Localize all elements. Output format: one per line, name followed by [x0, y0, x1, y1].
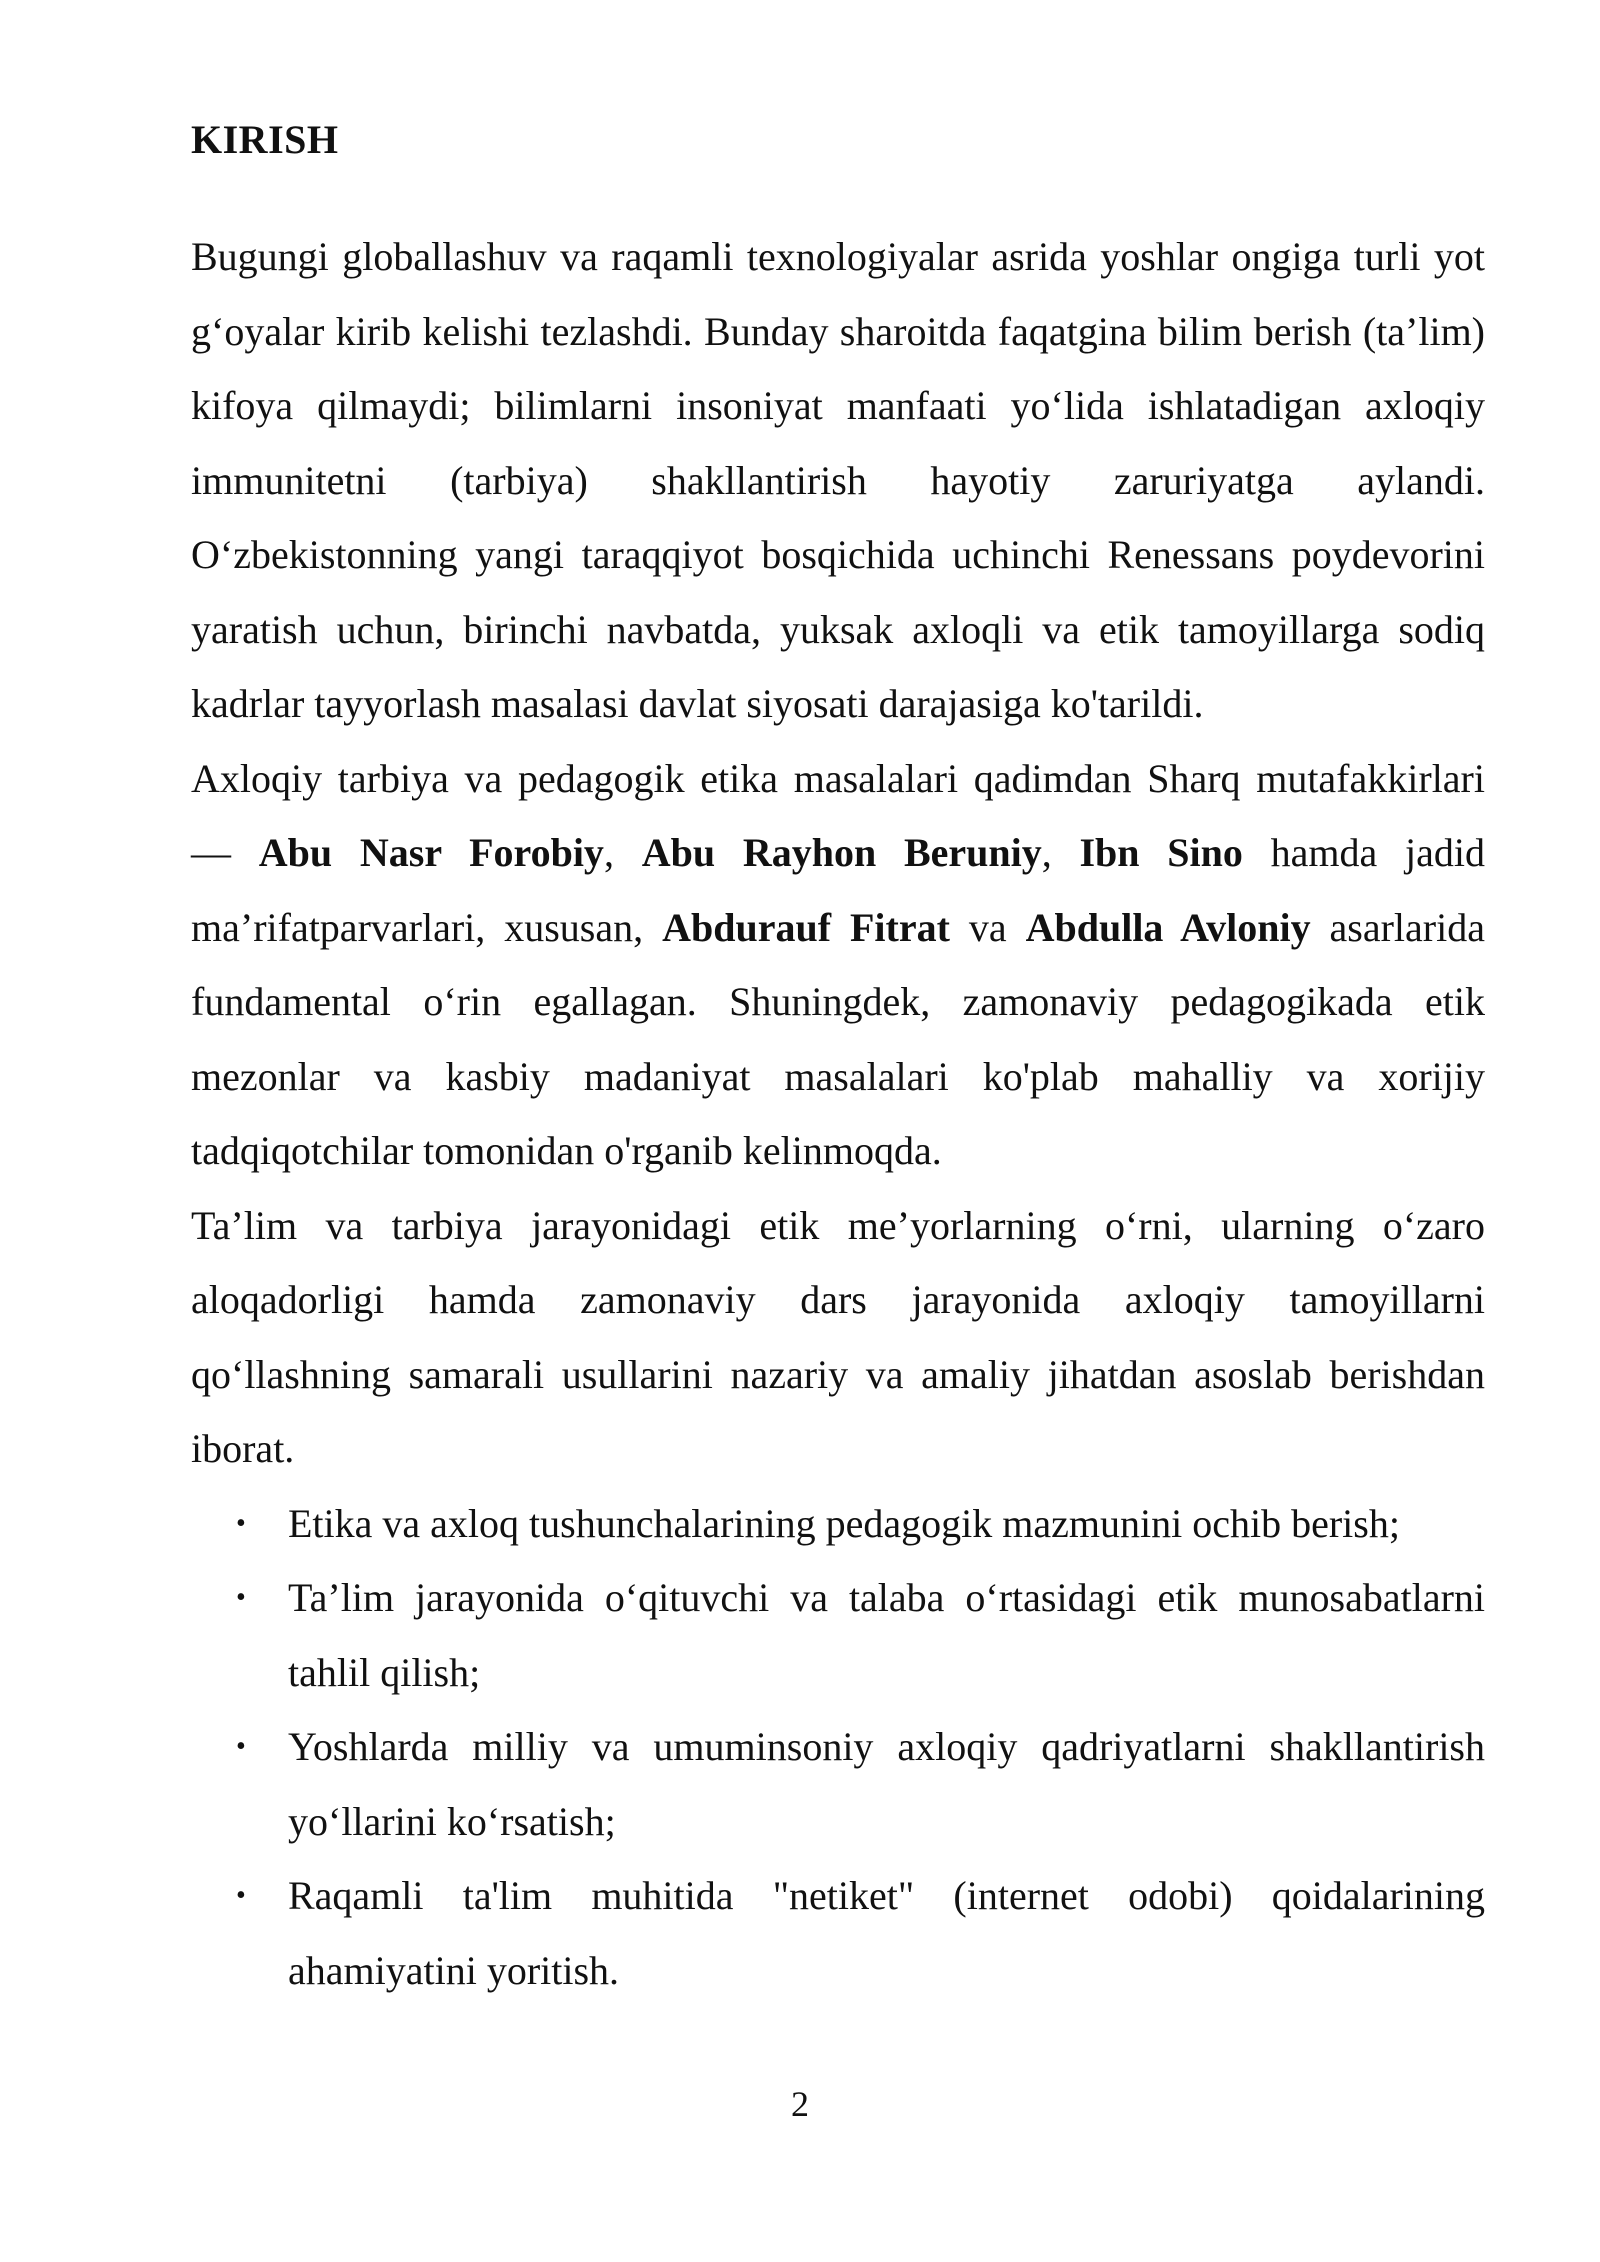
text-segment: hamda jadid ma’rifatparvarlari, xususan,	[191, 830, 1486, 950]
bullet-icon: •	[236, 1880, 246, 1911]
bullet-icon: •	[236, 1507, 246, 1539]
section-heading: KIRISH	[191, 117, 339, 162]
list-item-text: Yoshlarda milliy va umuminsoniy axloqiy qadriyatlarni shakllantirish yo‘llarini ko‘rsatish;	[288, 1724, 1485, 1844]
list-item	[191, 1710, 1485, 1859]
list-item	[191, 1859, 1485, 2008]
bullet-icon: •	[236, 1582, 246, 1613]
text-segment: asarlarida fundamental o‘rin egallagan. Shuningdek, zamonaviy pedagogikada etik mezonlar va kasbiy madaniyat masalalari ko'plab mahalliy va xorijiy tadqiqotchilar tomonidan o'rganib kelinmoqda.	[191, 904, 1485, 1173]
paragraph-thinkers	[191, 742, 1485, 1189]
paragraph-purpose: Ta’lim va tarbiya jarayonidagi etik me’yorlarning o‘rni, ularning o‘zaro aloqadorligi hamda zamonaviy dars jarayonida axloqiy tamoyillarni qo‘llashning samarali usullarini nazariy va amaliy jihatdan asoslab berishdan iborat.	[191, 1202, 1485, 1471]
list-item-text: Ta’lim jarayonida o‘qituvchi va talaba o‘rtasidagi etik munosabatlarni tahlil qilish;	[288, 1575, 1485, 1695]
text-segment: va	[949, 904, 1026, 950]
text-segment: Axloqiy tarbiya va pedagogik etika masalalari qadimdan Sharq mutafakkirlari —	[191, 755, 1485, 875]
list-item-text: Etika va axloq tushunchalarining pedagogik mazmunini ochib berish;	[288, 1500, 1400, 1546]
bold-name-beruniy: Abu Rayhon Beruniy	[641, 830, 1042, 875]
tasks-list	[191, 1487, 1485, 2009]
list-item	[191, 1487, 1485, 1562]
text-segment: ,	[603, 830, 642, 875]
list-item-text: Raqamli ta'lim muhitida "netiket" (internet odobi) qoidalarining ahamiyatini yoritish.	[288, 1873, 1485, 1993]
bold-name-avloniy: Abdulla Avloniy	[1025, 904, 1311, 950]
list-item	[191, 1561, 1485, 1710]
bold-name-fitrat: Abdurauf Fitrat	[662, 904, 950, 950]
page-content	[191, 112, 1485, 2008]
paragraph-intro: Bugungi globallashuv va raqamli texnologiyalar asrida yoshlar ongiga turli yot g‘oyalar kirib kelishi tezlashdi. Bunday sharoitda faqatgina bilim berish (ta’lim) kifoya qilmaydi; bilimlarni insoniyat manfaati yo‘lida ishlatadigan axloqiy immunitetni (tarbiya) shakllantirish hayotiy zaruriyatga aylandi. O‘zbekistonning yangi taraqqiyot bosqichida uchinchi Renessans poydevorini yaratish uchun, birinchi navbatda, yuksak axloqli va etik tamoyillarga sodiq kadrlar tayyorlash masalasi davlat siyosati darajasiga ko'tarildi.	[191, 234, 1485, 726]
bold-name-forobiy: Abu Nasr Forobiy	[258, 830, 604, 875]
bold-name-ibn-sino: Ibn Sino	[1079, 830, 1243, 875]
text-segment: ,	[1041, 830, 1080, 875]
page-number: 2	[791, 2084, 809, 2124]
bullet-icon: •	[236, 1731, 246, 1762]
